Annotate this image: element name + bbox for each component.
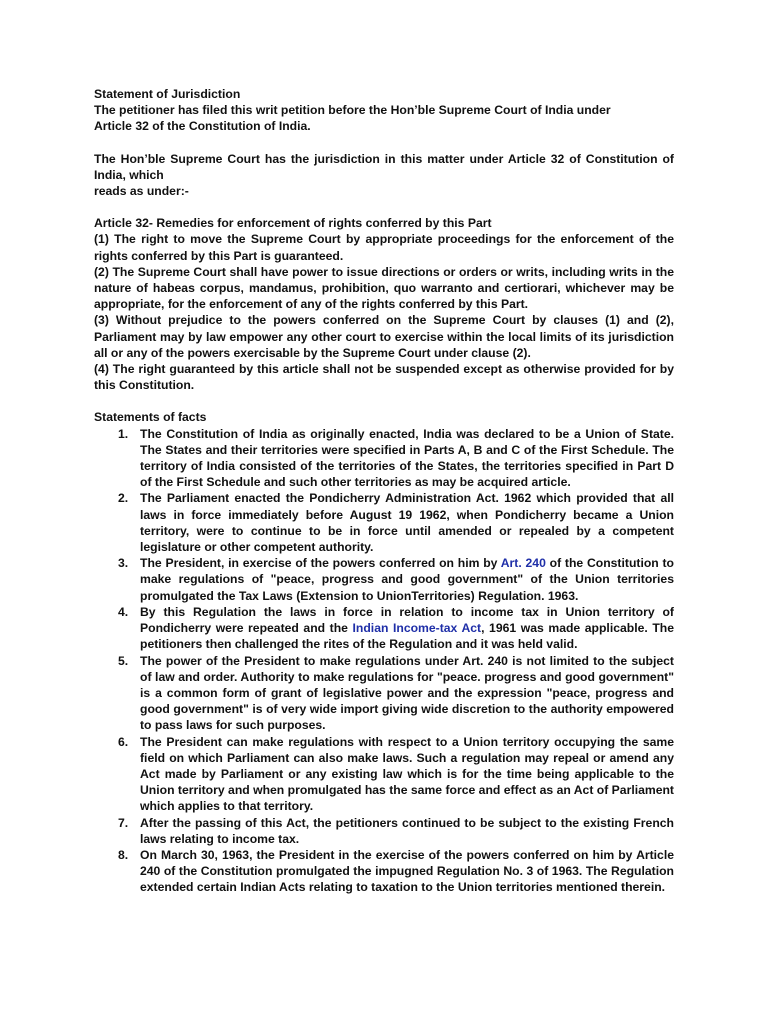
fact-text: The power of the President to make regulations under Art. 240 is not limited to the subject of law and order. Authority to make regulations for "peace. progress and good government" is a common form of grant of legislative power and the expression "peace, progress and good government" is of very wide import giving wide discretion to the authority empowered to pass laws for such purposes. bbox=[140, 653, 674, 733]
fact-item-8 bbox=[118, 847, 674, 896]
fact-number: 7. bbox=[118, 815, 129, 830]
paragraph-gap bbox=[94, 199, 674, 215]
jurisdiction-paragraph-2: The Hon’ble Supreme Court has the jurisdiction in this matter under Article 32 of Constitution of India, which bbox=[94, 151, 674, 182]
paragraph-gap bbox=[94, 393, 674, 409]
paragraph-gap bbox=[94, 135, 674, 151]
article-32-title: Article 32- Remedies for enforcement of rights conferred by this Part bbox=[94, 216, 492, 231]
fact-text: The Constitution of India as originally enacted, India was declared to be a Union of State. The States and their territories were specified in Parts A, B and C of the First Schedule. The territory of India consisted of the territories of the States, the territories specified in Part D of the First Schedule and such other territories as may be acquired article. bbox=[140, 426, 674, 490]
fact-item-5 bbox=[118, 653, 674, 734]
fact-item-2 bbox=[118, 490, 674, 555]
jurisdiction-heading: Statement of Jurisdiction bbox=[94, 87, 241, 101]
fact-number: 6. bbox=[118, 734, 129, 749]
fact-item-4 bbox=[118, 604, 674, 653]
income-tax-act-link[interactable]: Indian Income-tax Act bbox=[352, 621, 482, 636]
fact-text-pre: The President, in exercise of the powers conferred on him by bbox=[140, 556, 501, 571]
fact-text: The Parliament enacted the Pondicherry Administration Act. 1962 which provided that all laws in force immediately before August 19 1962, when Pondicherry became a Union territory, were to continue to be in force until amended or repealed by a competent legislature or other competent authority. bbox=[140, 491, 674, 555]
article-32-clause-1: (1) The right to move the Supreme Court by appropriate proceedings for the enforcement of the rights conferred by this Part is guaranteed. bbox=[94, 232, 674, 263]
art-240-link[interactable]: Art. 240 bbox=[500, 556, 546, 571]
fact-number: 3. bbox=[118, 556, 129, 571]
fact-number: 5. bbox=[118, 653, 129, 668]
fact-text: The President can make regulations with respect to a Union territory occupying the same field on which Parliament can also make laws. Such a regulation may repeal or amend any Act made by Parliament or any existing law which is for the time being applicable to the Union territory and when promulgated has the same force and effect as an Act of Parliament which applies to that territory. bbox=[140, 734, 674, 814]
fact-text: After the passing of this Act, the petitioners continued to be subject to the existing French laws relating to income tax. bbox=[140, 815, 674, 846]
fact-item-7 bbox=[118, 815, 674, 847]
fact-item-1 bbox=[118, 426, 674, 491]
fact-item-3 bbox=[118, 555, 674, 604]
fact-text-pre: By this Regulation the laws in force in relation to income tax in Union territory of Pondicherry were repeated and the bbox=[140, 604, 674, 636]
fact-number: 1. bbox=[118, 426, 129, 441]
fact-number: 8. bbox=[118, 847, 129, 862]
article-32-clause-2: (2) The Supreme Court shall have power to issue directions or orders or writs, including writs in the nature of habeas corpus, mandamus, prohibition, quo warranto and certiorari, whichever may be appropriate, for the enforcement of any of the rights conferred by this Part. bbox=[94, 264, 674, 312]
article-32-clause-3: (3) Without prejudice to the powers conferred on the Supreme Court by clauses (1) and (2), Parliament may by law empower any other court to exercise within the local limits of its jurisdiction all or any of the powers exercisable by the Supreme Court under clause (2). bbox=[94, 313, 674, 360]
facts-list bbox=[94, 426, 674, 896]
fact-text-post: , 1961 was made applicable. The petitioners then challenged the rites of the Regulation and it was held valid. bbox=[140, 621, 674, 652]
fact-item-6 bbox=[118, 734, 674, 815]
article-32-clause-4: (4) The right guaranteed by this article shall not be suspended except as otherwise provided for by this Constitution. bbox=[94, 362, 674, 393]
jurisdiction-line-2: Article 32 of the Constitution of India. bbox=[94, 119, 311, 134]
fact-number: 4. bbox=[118, 604, 129, 619]
fact-text: On March 30, 1963, the President in the exercise of the powers conferred on him by Article 240 of the Constitution promulgated the impugned Regulation No. 3 of 1963. The Regulation extended certain Indian Acts relating to taxation to the Union territories mentioned therein. bbox=[140, 847, 674, 895]
jurisdiction-line-1: The petitioner has filed this writ petition before the Hon’ble Supreme Court of India under bbox=[94, 103, 611, 118]
fact-text-post: of the Constitution to make regulations of "peace, progress and good government" of the Union territories promulgated the Tax Laws (Extension to UnionTerritories) Regulation. 1963. bbox=[140, 556, 674, 603]
fact-number: 2. bbox=[118, 491, 129, 506]
facts-heading: Statements of facts bbox=[94, 410, 207, 425]
jurisdiction-paragraph-2-end: reads as under:- bbox=[94, 184, 189, 199]
